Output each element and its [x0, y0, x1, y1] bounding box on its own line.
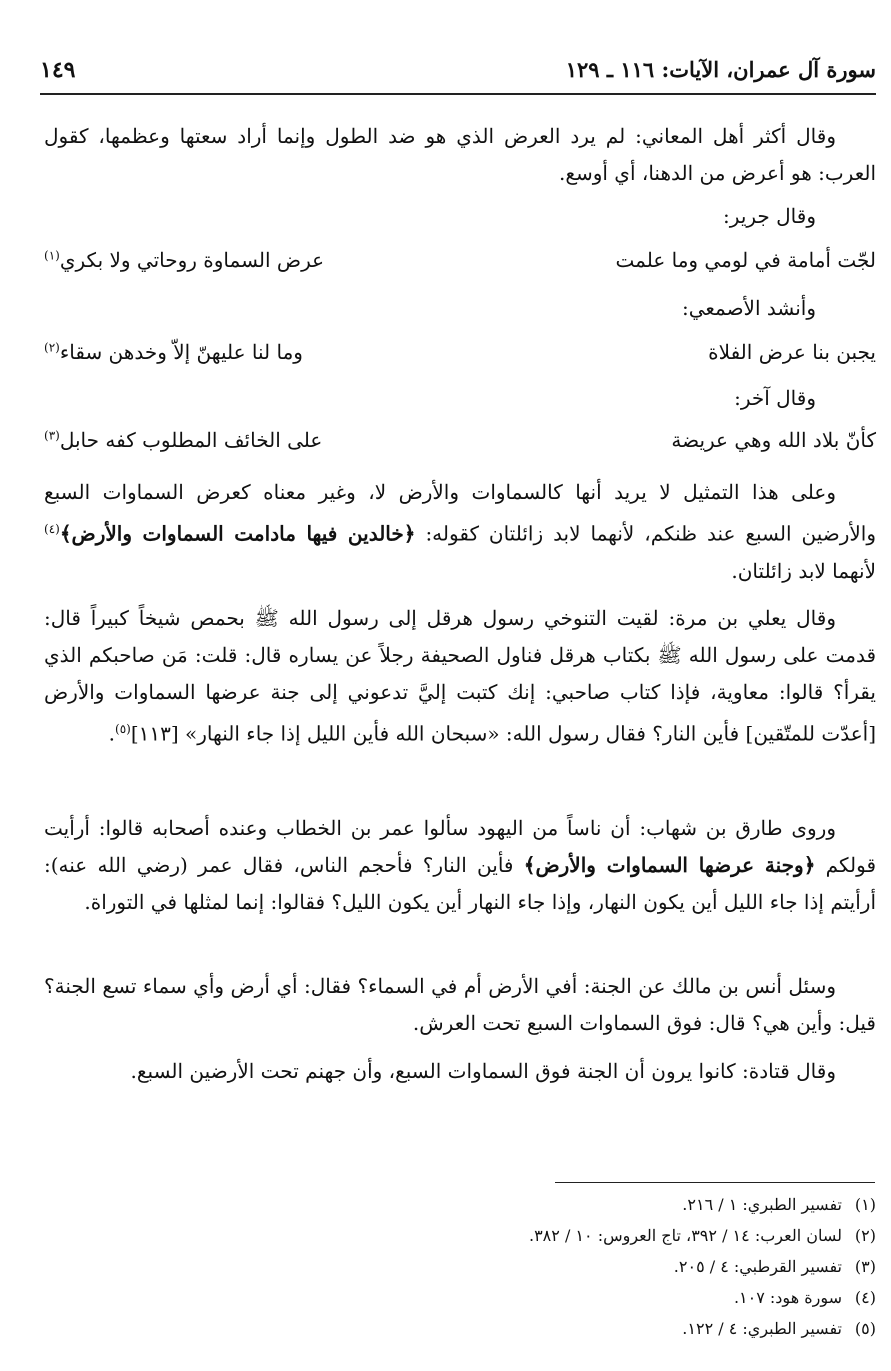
footnote-5: (٥)تفسير الطبري: ٤ / ١٢٢.	[682, 1319, 876, 1338]
footnote-marker-2: (٢)	[44, 340, 60, 355]
verse-1-second-hemistich: عرض السماوة روحاتي ولا بكري$^{(١)}$	[44, 248, 325, 272]
quran-quote-jannah: ﴿وجنة عرضها السماوات والأرض﴾	[523, 853, 816, 877]
footnote-2: (٢)لسان العرب: ١٤ / ٣٩٢، تاج العروس: ١٠ / ٣٨٢.	[528, 1226, 876, 1245]
verse-3-first-hemistich: كأنّ بلاد الله وهي عريضة	[671, 428, 876, 452]
quran-quote-khalidin: ﴿خالدين فيها مادامت السماوات والأرض﴾	[59, 521, 416, 546]
footnote-3: (٣)تفسير القرطبي: ٤ / ٢٠٥.	[673, 1257, 876, 1276]
footnote-marker-1: (١)	[44, 248, 60, 263]
verse-2-second-hemistich: وما لنا عليهنّ إلاّ وخدهن سقاء$^{(٢)}$	[44, 340, 303, 364]
paragraph-representation: وعلى هذا التمثيل لا يريد أنها كالسماوات والأرض لا، وغير معناه كعرض السماوات السبع والأرضين السبع عند ظنكم، لأنهما لابد زائلتان كقوله: ﴿خالدين فيها مادامت السماوات والأرض﴾$^{(٤)}$ لأنهما لابد زائلتان.	[44, 480, 877, 583]
verse-intro-asmai: وأنشد الأصمعي:	[681, 296, 816, 320]
running-title: سورة آل عمران، الآيات: ١١٦ ـ ١٢٩	[565, 57, 876, 82]
paragraph-tanukhi: وقال يعلي بن مرة: لقيت التنوخي رسول هرقل إلى رسول الله ﷺ بحمص شيخاً كبيراً قال: قدمت على رسول الله ﷺ بكتاب هرقل فناول الصحيفة رجلاً عن يساره قال: قلت: مَن صاحبكم الذي يقرأ؟ قالوا: معاوية، فإذا كتاب صاحبي: إنك كتبت إليَّ تدعوني إلى جنة عرضها السماوات والأرض [أعدّت للمتّقين] فأين النار؟ فقال رسول الله: «سبحان الله فأين الليل إذا جاء النهار» [١١٣]$^{(٥)}$.	[44, 606, 876, 746]
page-header	[40, 55, 876, 95]
verse-1-first-hemistich: لجّت أمامة في لومي وما علمت	[615, 248, 876, 272]
footnote-marker-3: (٣)	[44, 428, 60, 443]
footnote-1: (١)تفسير الطبري: ١ / ٢١٦.	[682, 1195, 876, 1214]
footnote-marker-5: (٥)	[115, 722, 131, 736]
paragraph-tariq: وروى طارق بن شهاب: أن ناساً من اليهود سألوا عمر بن الخطاب وعنده أصحابه قالوا: أرأيت قولكم ﴿وجنة عرضها السماوات والأرض﴾ فأين النار؟ فأحجم الناس، فقال عمر (رضي الله عنه): أرأيتم إذا جاء الليل أين يكون النهار، وإذا جاء النهار أين يكون الليل؟ فقالوا: إنما لمثلها في التوراة.	[44, 816, 877, 914]
footnote-4: (٤)سورة هود: ١٠٧.	[733, 1288, 876, 1307]
verse-intro-jarir: وقال جرير:	[723, 204, 816, 228]
paragraph-qatada: وقال قتادة: كانوا يرون أن الجنة فوق السماوات السبع، وأن جهنم تحت الأرضين السبع.	[130, 1059, 836, 1083]
verse-intro-other: وقال آخر:	[734, 386, 816, 410]
footnote-marker-4: (٤)	[44, 522, 60, 536]
page-number: ١٤٩	[40, 57, 76, 83]
verse-2-first-hemistich: يجبن بنا عرض الفلاة	[708, 340, 876, 364]
verse-3-second-hemistich: على الخائف المطلوب كفه حابل$^{(٣)}$	[44, 428, 323, 452]
paragraph-anas: وسئل أنس بن مالك عن الجنة: أفي الأرض أم في السماء؟ فقال: أي أرض وأي سماء تسع الجنة؟ قيل: وأين هي؟ قال: فوق السماوات السبع تحت العرش.	[44, 974, 876, 1035]
footnote-divider	[555, 1182, 875, 1183]
paragraph-meanings: وقال أكثر أهل المعاني: لم يرد العرض الذي هو ضد الطول وإنما أراد سعتها وعظمها، كقول العرب: هو أعرض من الدهنا، أي أوسع.	[44, 124, 876, 185]
